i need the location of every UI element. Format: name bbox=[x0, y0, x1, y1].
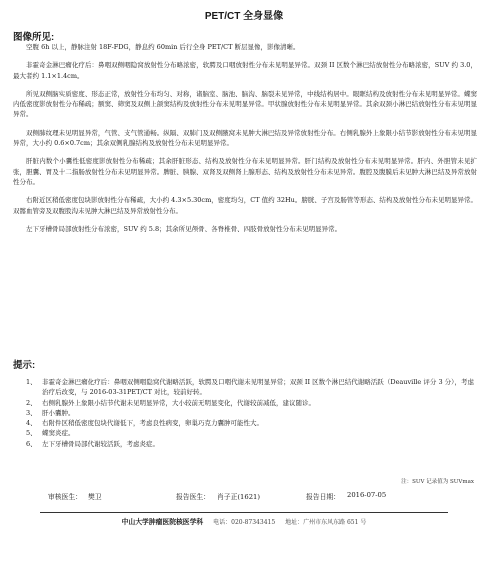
report-title: PET/CT 全身显像 bbox=[204, 11, 284, 22]
tip-text: 非霍奇金淋巴瘤化疗后：鼻咽双侧咽隐窝代谢略活跃，软腭及口咽代谢未见明显异常；双颈 II 区数个淋巴结代谢略活跃（Deauville 评分 3 分），考虑治疗后改变，与 2016-03-31PET/CT 对比，较前好转。 bbox=[42, 378, 474, 397]
tip-item bbox=[26, 398, 474, 408]
hospital-address: 地址：广州市东风东路 651 号 bbox=[285, 519, 367, 526]
reporter-name: 肖子正(1621) bbox=[217, 493, 260, 501]
tip-item bbox=[26, 408, 474, 418]
findings-heading: 图像所见: bbox=[13, 32, 55, 43]
suv-note: 注：SUV 记录值为 SUVmax bbox=[401, 479, 474, 485]
tip-number: 3、 bbox=[26, 408, 37, 417]
hospital-phone: 电话：020-87343415 bbox=[213, 519, 276, 526]
tip-text: 肝小囊肿。 bbox=[42, 408, 75, 417]
hospital-name: 中山大学肿瘤医院核医学科 bbox=[121, 518, 204, 526]
report-footer bbox=[0, 516, 488, 526]
tips-heading: 提示: bbox=[13, 360, 36, 371]
findings-paragraph: 左下牙槽骨局部放射性分布浓密，SUV 约 5.8；其余所见颅骨、各脊椎骨、四肢骨放射性分布未见明显异常。 bbox=[26, 224, 342, 233]
tip-text: 蝶窦炎症。 bbox=[42, 429, 75, 438]
tip-item bbox=[26, 428, 474, 438]
tip-number: 2、 bbox=[26, 398, 37, 407]
tip-number: 1、 bbox=[26, 378, 37, 386]
findings-paragraph: 双侧肺纹理未见明显异常，气管、支气管通畅。纵隔、双肺门及双侧腋窝未见肿大淋巴结及异常放射性分布。右侧乳腺外上象限小结节影放射性分布未见明显异常，大小约 0.6×0.7cm；其余双侧乳腺结构及放射性分布未见明显异常。 bbox=[13, 128, 477, 148]
tips-list bbox=[26, 377, 474, 449]
footer-divider bbox=[40, 512, 448, 513]
findings-paragraph: 右附近区稍低密度包块影放射性分布稀疏，大小约 4.3×5.30cm，密度均匀，CT 值约 32Hu。膀胱、子宫及肠管等形态、结构及放射性分布未见明显异常。双髂血管旁及双腹股沟未见肿大淋巴结及异常放射性分布。 bbox=[13, 196, 477, 215]
reviewer-name: 樊卫 bbox=[88, 493, 102, 501]
findings-paragraph: 肝脏内数个小囊性低密度影放射性分布稀疏；其余肝脏形态、结构及放射性分布未见明显异常。肝门结构及放射性分布未见明显异常。肝内、外胆管未见扩张，胆囊、胃及十二指肠放射性分布未见明显异常。脾脏、胰腺、双肾及双侧肾上腺形态、结构及放射性分布未见异常。腹腔及腹膜后未见肿大淋巴结及异常放射性分布。 bbox=[13, 157, 477, 186]
tip-text: 左下牙槽骨局部代谢较活跃，考虑炎症。 bbox=[42, 439, 159, 448]
findings-paragraph: 空腹 6h 以上，静脉注射 18F-FDG，静息约 60min 后行全身 PET/CT 断层显像，影像清晰。 bbox=[26, 43, 300, 51]
tip-item bbox=[26, 377, 474, 398]
tip-number: 6、 bbox=[26, 439, 37, 448]
tip-text: 右附件区稍低密度包块代谢低下，考虑良性病变，卵巢巧克力囊肿可能性大。 bbox=[42, 419, 263, 428]
tip-text: 右侧乳腺外上象限小结节代谢未见明显异常，大小较前无明显变化，代谢较前减低，建议随诊。 bbox=[42, 398, 315, 407]
tip-item bbox=[26, 418, 474, 428]
tip-item bbox=[26, 439, 474, 449]
tip-number: 5、 bbox=[26, 429, 37, 438]
report-date: 2016-07-05 bbox=[347, 491, 387, 499]
tip-number: 4、 bbox=[26, 419, 37, 428]
findings-paragraph: 非霍奇金淋巴瘤化疗后：鼻咽双侧咽隐窝放射性分布略浓密，软腭及口咽放射性分布未见明显异常。双颈 II 区数个淋巴结放射性分布略浓密，SUV 约 3.0，最大者约 1.1×1.4cm。 bbox=[13, 61, 477, 80]
report-date-label: 报告日期： bbox=[306, 493, 340, 501]
findings-section bbox=[13, 42, 477, 242]
findings-paragraph: 所见双侧脑实质密度、形态正常，放射性分布均匀、对称，诸脑室、脑池、脑沟、脑裂未见异常，中线结构居中。眼眶结构及放射性分布未见明显异常。蝶窦内低密度影放射性分布稀疏；额窦、筛窦及双侧上颌窦结构及放射性分布未见明显异常。甲状腺放射性分布未见明显异常。其余双颈小淋巴结放射性分布未见明显异常。 bbox=[13, 89, 477, 119]
reporter-label: 报告医生： bbox=[176, 493, 210, 501]
reviewer-label: 审核医生： bbox=[48, 493, 82, 501]
